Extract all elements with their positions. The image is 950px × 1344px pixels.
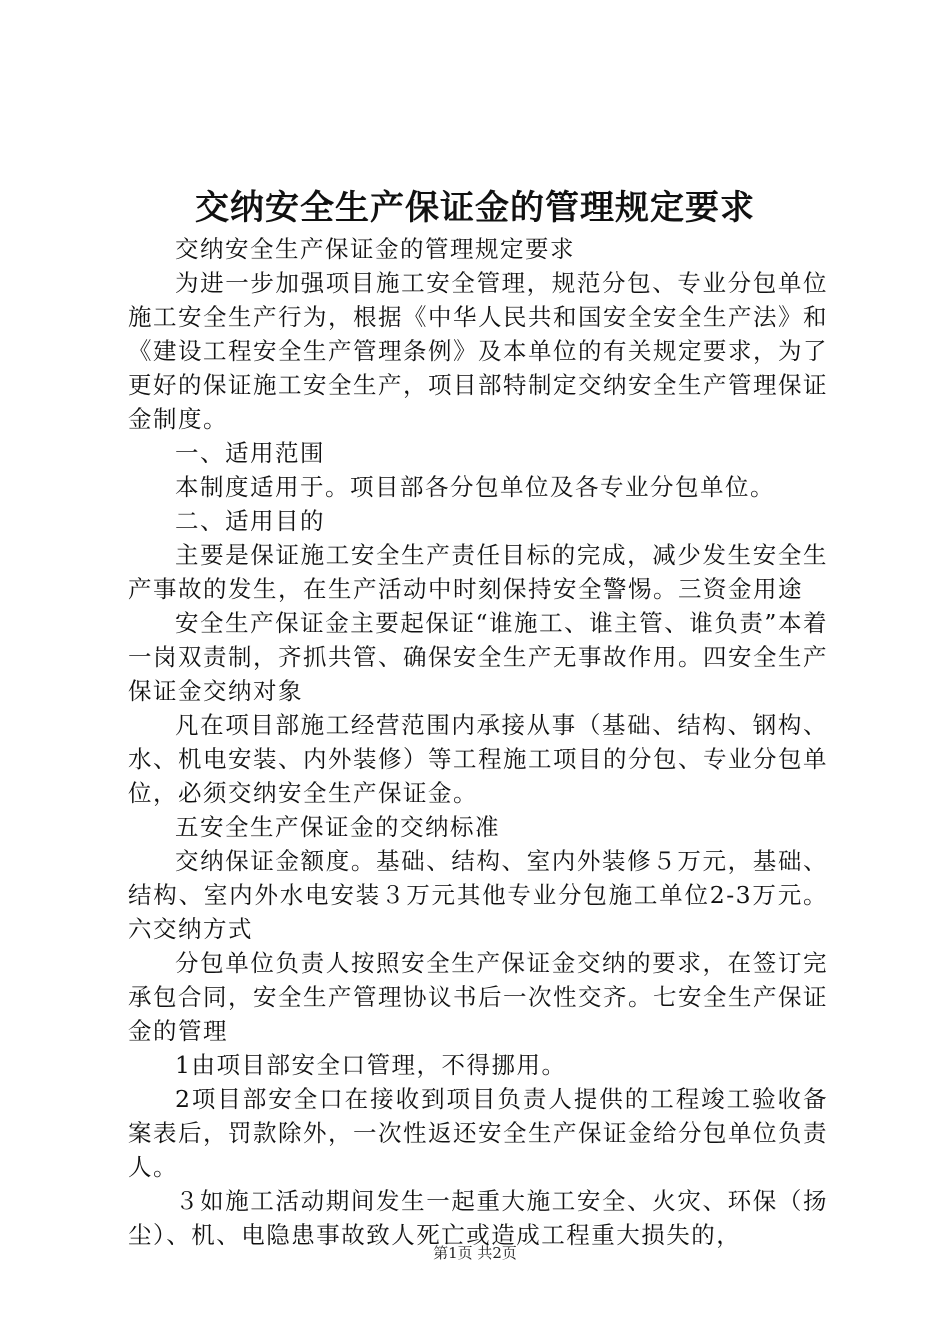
paragraph: 主要是保证施工安全生产责任目标的完成，减少发生安全生产事故的发生，在生产活动中时刻保持安全警惕。三资金用途 <box>128 541 828 603</box>
paragraph: 交纳保证金额度。基础、结构、室内外装修５万元，基础、结构、室内外水电安装３万元其他专业分包施工单位2-3万元。六交纳方式 <box>128 847 828 943</box>
section-heading: 一、适用范围 <box>175 439 325 467</box>
list-item: 1由项目部安全口管理，不得挪用。 <box>175 1051 567 1079</box>
document-body <box>128 232 828 1252</box>
paragraph: 安全生产保证金主要起保证“谁施工、谁主管、谁负责”本着一岗双责制，齐抓共管、确保安全生产无事故作用。四安全生产保证金交纳对象 <box>128 609 828 705</box>
section-heading: 五安全生产保证金的交纳标准 <box>175 813 500 841</box>
paragraph: 为进一步加强项目施工安全管理，规范分包、专业分包单位施工安全生产行为，根据《中华人民共和国安全安全生产法》和《建设工程安全生产管理条例》及本单位的有关规定要求，为了更好的保证施工安全生产，项目部特制定交纳安全生产管理保证金制度。 <box>128 269 828 433</box>
list-item: 2项目部安全口在接收到项目负责人提供的工程竣工验收备案表后，罚款除外，一次性返还安全生产保证金给分包单位负责人。 <box>128 1085 828 1181</box>
paragraph: 交纳安全生产保证金的管理规定要求 <box>175 235 575 263</box>
section-heading: 二、适用目的 <box>175 507 325 535</box>
paragraph: 分包单位负责人按照安全生产保证金交纳的要求，在签订完承包合同，安全生产管理协议书后一次性交齐。七安全生产保证金的管理 <box>128 949 828 1045</box>
page-footer: 第1页 共2页 <box>433 1244 517 1262</box>
paragraph: 凡在项目部施工经营范围内承接从事（基础、结构、钢构、水、机电安装、内外装修）等工程施工项目的分包、专业分包单位，必须交纳安全生产保证金。 <box>128 711 828 807</box>
list-item: ３如施工活动期间发生一起重大施工安全、火灾、环保（扬尘）、机、电隐患事故致人死亡或造成工程重大损失的， <box>128 1187 828 1249</box>
paragraph: 本制度适用于。项目部各分包单位及各专业分包单位。 <box>175 473 775 501</box>
document-title: 交纳安全生产保证金的管理规定要求 <box>195 188 755 228</box>
